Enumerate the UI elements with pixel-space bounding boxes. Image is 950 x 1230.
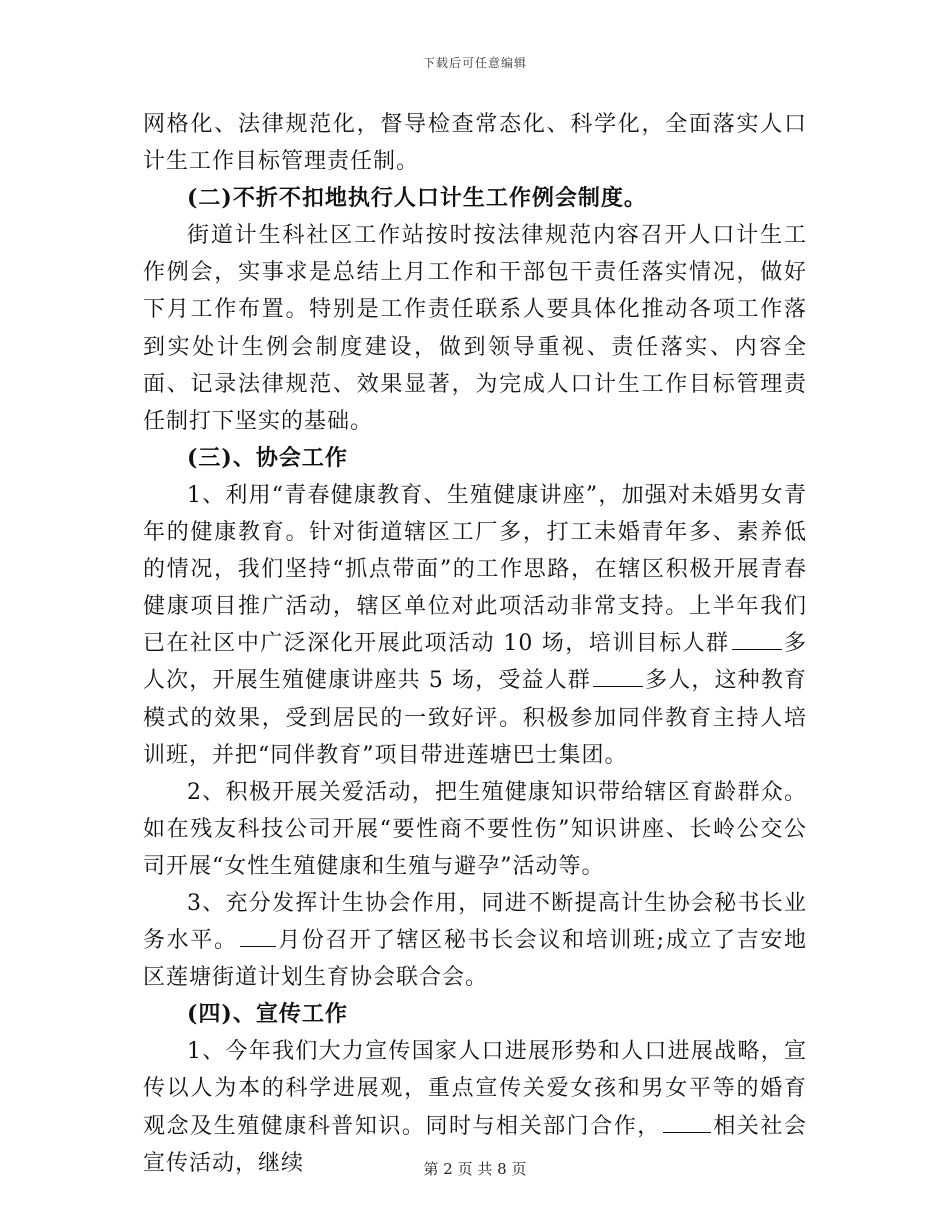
- section-heading: (二)不折不扣地执行人口计生工作例会制度。: [187, 185, 647, 212]
- paragraph-text: 多人次，开展生殖健康讲座共 5 场，受益人群: [143, 631, 807, 694]
- page-footer: 第 2 页 共 8 页: [423, 1160, 527, 1178]
- fill-blank: [663, 1112, 711, 1133]
- paragraph-text: 月份召开了辖区秘书长会议和培训班;成立了吉安地区莲塘街道计划生育协会联合会。: [143, 928, 807, 991]
- fill-blank: [593, 666, 643, 687]
- paragraph-text: 相关社会宣传活动，继续: [143, 1113, 807, 1176]
- paragraph: [143, 885, 807, 996]
- section-heading: (三)、协会工作: [187, 444, 348, 471]
- paragraph-text: 多人，这种教育模式的效果，受到居民的一致好评。积极参加同伴教育主持人培训班，并把“同伴教育”项目带进莲塘巴士集团。: [143, 668, 807, 768]
- paragraph-text: 1、利用“青春健康教育、生殖健康讲座”，加强对未婚男女青年的健康教育。针对街道辖区工厂多，打工未婚青年多、素养低的情况，我们坚持“抓点带面”的工作思路，在辖区积极开展青春健康项目推广活动，辖区单位对此项活动非常支持。上半年我们已在社区中广泛深化开展此项活动 10 场，培训目标人群: [143, 482, 807, 657]
- paragraph-text: 1、今年我们大力宣传国家人口进展形势和人口进展战略，宣传以人为本的科学进展观，重点宣传关爱女孩和男女平等的婚育观念及生殖健康科普知识。同时与相关部门合作，: [143, 1039, 807, 1139]
- paragraph: [143, 477, 807, 774]
- fill-blank: [732, 629, 782, 650]
- document-body: [143, 106, 807, 1182]
- paragraph: 2、积极开展关爱活动，把生殖健康知识带给辖区育龄群众。如在残友科技公司开展“要性商不要性伤”知识讲座、长岭公交公司开展“女性生殖健康和生殖与避孕”活动等。: [143, 779, 807, 879]
- section-heading: (四)、宣传工作: [187, 1001, 348, 1028]
- paragraph: 街道计生科社区工作站按时按法律规范内容召开人口计生工作例会，实事求是总结上月工作和干部包干责任落实情况，做好下月工作布置。特别是工作责任联系人要具体化推动各项工作落到实处计生例会制度建设，做到领导重视、责任落实、内容全面、记录法律规范、效果显著，为完成人口计生工作目标管理责任制打下坚实的基础。: [143, 223, 807, 434]
- paragraph-text: 3、充分发挥计生协会作用，同进不断提高计生协会秘书长业务水平。: [143, 890, 807, 954]
- paragraph: 网格化、法律规范化，督导检查常态化、科学化，全面落实人口计生工作目标管理责任制。: [143, 112, 807, 175]
- page-header: 下载后可任意编辑: [422, 56, 527, 70]
- fill-blank: [240, 926, 276, 947]
